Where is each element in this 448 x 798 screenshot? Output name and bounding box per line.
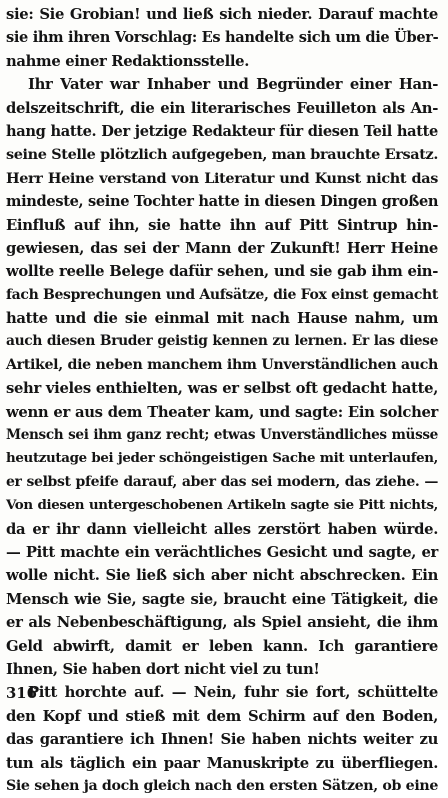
text-line: den Kopf und stieß mit dem Schirm auf den Boden, bbox=[6, 707, 438, 725]
text-line: er selbst pfeife darauf, aber das sei modern, das ziehe. — bbox=[6, 473, 438, 490]
text-line: sie: Sie Grobian! und ließ sich nieder. Darauf machte bbox=[6, 6, 438, 23]
body-text bbox=[6, 3, 438, 798]
text-line: hang hatte. Der jetzige Redakteur für diesen Teil hatte bbox=[6, 122, 438, 140]
text-line: das garantiere ich Ihnen! Sie haben nichts weiter zu bbox=[6, 731, 438, 749]
text-line: fach Besprechungen und Aufsätze, die Fox einst gemacht bbox=[6, 286, 438, 303]
text-line: er als Nebenbeschäftigung, als Spiel ansieht, die ihm bbox=[6, 614, 438, 632]
text-line: Geld abwirft, damit er leben kann. Ich garantiere bbox=[6, 637, 438, 655]
text-line: sie ihm ihren Vorschlag: Es handelte sich um die Über- bbox=[6, 29, 439, 47]
text-line: Pitt horchte auf. — Nein, fuhr sie fort, schüttelte bbox=[28, 684, 438, 702]
text-line: sehr vieles enthielten, was er selbst oft gedacht hatte, bbox=[6, 380, 438, 398]
text-line: wollte reelle Belege dafür sehen, und sie gab ihm ein- bbox=[6, 263, 438, 281]
text-line: mindeste, seine Tochter hatte in diesen Dingen großen bbox=[6, 193, 439, 211]
page-number: 316 bbox=[6, 685, 37, 702]
text-line: seine Stelle plötzlich aufgegeben, man brauchte Ersatz. bbox=[6, 146, 438, 164]
text-line: Artikel, die neben manchem ihm Unverständlichen auch bbox=[6, 356, 438, 373]
text-line: da er ihr dann vielleicht alles zerstört haben würde. bbox=[6, 520, 438, 538]
text-line: Von diesen untergeschobenen Artikeln sagte sie Pitt nichts, bbox=[6, 497, 438, 514]
text-line: heutzutage bei jeder schöngeistigen Sache mit unterlaufen, bbox=[6, 450, 438, 467]
text-line: Mensch sei ihm ganz recht; etwas Unverständliches müsse bbox=[6, 427, 438, 444]
text-line: delszeitschrift, die ein literarisches Feuilleton als An- bbox=[6, 99, 438, 117]
text-line: auch diesen Bruder geistig kennen zu lernen. Er las diese bbox=[6, 333, 438, 350]
text-line: wolle nicht. Sie ließ sich aber nicht abschrecken. Ein bbox=[6, 567, 438, 585]
text-line: Ihnen, Sie haben dort nicht viel zu tun! bbox=[6, 660, 320, 678]
text-line: Herr Heine verstand von Literatur und Kunst nicht das bbox=[6, 169, 438, 187]
text-line: tun als täglich ein paar Manuskripte zu überfliegen. bbox=[6, 754, 438, 772]
text-line: Mensch wie Sie, sagte sie, braucht eine Tätigkeit, die bbox=[6, 590, 438, 608]
text-line: — Pitt machte ein verächtliches Gesicht und sagte, er bbox=[6, 543, 438, 561]
text-line: gewiesen, das sei der Mann der Zukunft! Herr Heine bbox=[6, 239, 438, 257]
text-line: Einfluß auf ihn, sie hatte ihn auf Pitt Sintrup hin- bbox=[6, 216, 438, 234]
text-line: Sie sehen ja doch gleich nach den ersten Sätzen, ob eine bbox=[6, 777, 439, 794]
text-line: hatte und die sie einmal mit nach Hause nahm, um bbox=[6, 310, 438, 328]
text-line: wenn er aus dem Theater kam, und sagte: Ein solcher bbox=[6, 403, 438, 421]
text-line: Ihr Vater war Inhaber und Begründer einer Han- bbox=[28, 76, 438, 94]
text-line: nahme einer Redaktionsstelle. bbox=[6, 52, 250, 70]
